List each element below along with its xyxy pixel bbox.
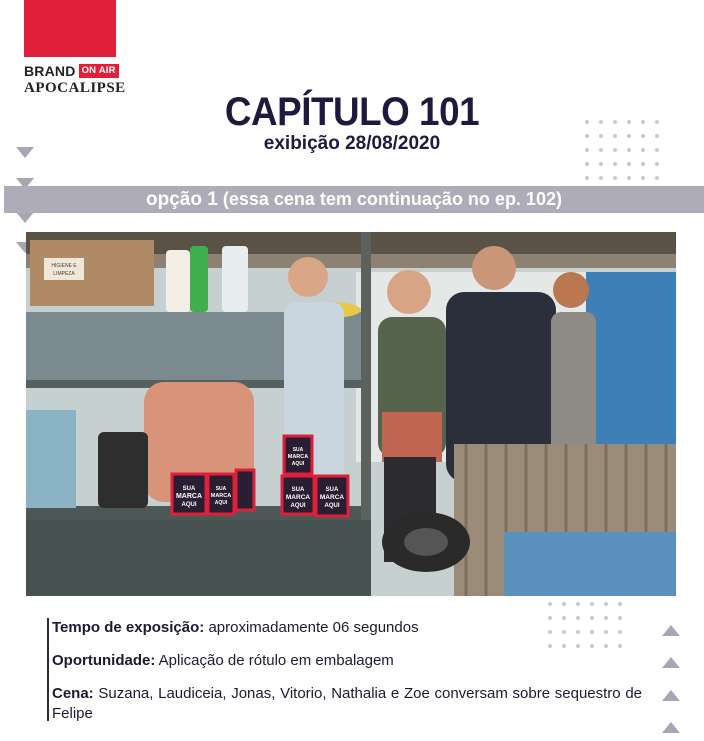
brand-name: BRAND xyxy=(24,63,76,79)
svg-text:SUA: SUA xyxy=(291,487,305,493)
triangle-up-icon xyxy=(662,722,680,733)
on-air-badge: ON AIR xyxy=(79,64,119,78)
svg-text:MARCA: MARCA xyxy=(285,494,311,501)
show-logo: APOCALIPSE xyxy=(24,80,126,96)
opportunity-label: Oportunidade: xyxy=(52,652,156,669)
svg-text:MARCA: MARCA xyxy=(319,494,345,501)
scene-label: Cena: xyxy=(52,685,94,702)
svg-text:AQUI: AQUI xyxy=(290,503,306,509)
scene-value: Suzana, Laudiceia, Jonas, Vitorio, Nathalia e Zoe conversam sobre sequestro de Felipe xyxy=(52,685,643,722)
svg-text:MARCA: MARCA xyxy=(287,454,309,460)
brand-logo-square xyxy=(24,0,116,57)
opportunity-value: Aplicação de rótulo em embalagem xyxy=(158,652,394,669)
air-date: exibição 28/08/2020 xyxy=(263,133,441,154)
exposure-label: Tempo de exposição: xyxy=(52,619,205,636)
svg-text:SUA: SUA xyxy=(325,487,339,493)
shelf-sign-text: HIGIENE E xyxy=(51,263,77,269)
scene-still xyxy=(26,232,676,596)
chapter-title: CAPÍTULO 101 xyxy=(224,90,480,134)
svg-text:SUA: SUA xyxy=(292,447,304,453)
brand-logo xyxy=(24,63,119,79)
opportunity-line xyxy=(52,651,642,671)
svg-text:AQUI: AQUI xyxy=(291,461,305,467)
scene-illustration xyxy=(26,232,676,596)
option-band-text xyxy=(4,189,704,211)
svg-text:AQUI: AQUI xyxy=(214,500,228,506)
triangle-up-icon xyxy=(662,657,680,668)
scene-description xyxy=(52,684,642,724)
triangle-up-icon xyxy=(662,625,680,636)
svg-text:SUA: SUA xyxy=(182,486,196,492)
shelf-sign-text-2: LIMPEZA xyxy=(53,271,75,277)
exposure-value: aproximadamente 06 segundos xyxy=(208,619,419,636)
svg-text:MARCA: MARCA xyxy=(175,493,203,500)
svg-text:SUA: SUA xyxy=(215,486,227,492)
option-note: (essa cena tem continuação no ep. 102) xyxy=(222,189,562,209)
svg-text:AQUI: AQUI xyxy=(181,502,197,508)
info-divider xyxy=(47,618,49,721)
triangle-up-icon xyxy=(662,690,680,701)
triangle-down-icon xyxy=(16,212,34,223)
triangle-down-icon xyxy=(16,147,34,158)
svg-text:MARCA: MARCA xyxy=(210,493,232,499)
exposure-line xyxy=(52,618,642,638)
option-label: opção 1 xyxy=(146,189,218,210)
svg-text:AQUI: AQUI xyxy=(324,503,340,509)
